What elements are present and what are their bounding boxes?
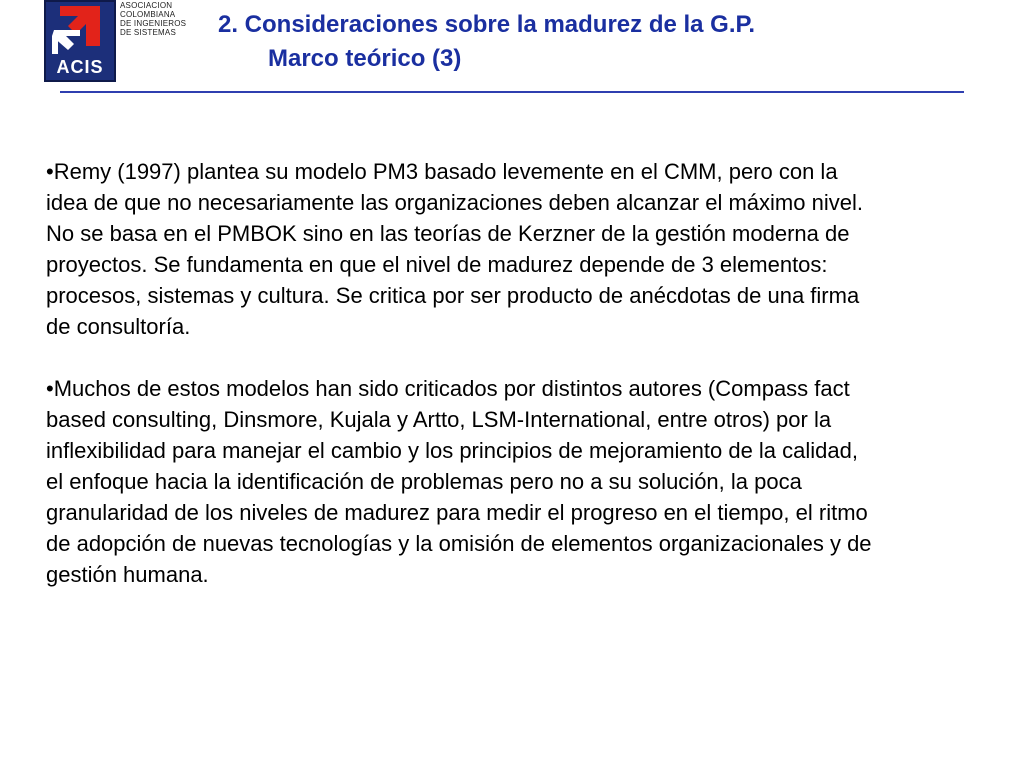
logo-acronym: ACIS (56, 57, 104, 77)
logo-org-line: DE SISTEMAS (120, 28, 176, 37)
slide-body (46, 156, 876, 621)
slide-title-line1: 2. Consideraciones sobre la madurez de la G.P. (218, 11, 756, 38)
logo-org-line: DE INGENIEROS (120, 19, 187, 28)
body-paragraph: •Remy (1997) plantea su modelo PM3 basado levemente en el CMM, pero con la idea de que no necesariamente las organizaciones deben alcanzar el máximo nivel. No se basa en el PMBOK sino en las teorías de Kerzner de la gestión moderna de proyectos. Se fundamenta en que el nivel de madurez depende de 3 elementos: procesos, sistemas y cultura. Se critica por ser producto de anécdotas de una firma de consultoría. (46, 159, 863, 339)
title-divider (60, 91, 964, 93)
logo-org-name (120, 1, 186, 37)
logo-org-line: ASOCIACION (120, 1, 173, 10)
slide-title (218, 8, 938, 76)
logo-org-line: COLOMBIANA (120, 10, 176, 19)
slide-title-line2: Marco teórico (3) (268, 45, 462, 72)
arrow-logo-icon (46, 2, 114, 62)
logo-mark (44, 0, 116, 82)
acis-logo (44, 0, 194, 82)
body-paragraph: •Muchos de estos modelos han sido criticados por distintos autores (Compass fact based consulting, Dinsmore, Kujala y Artto, LSM-International, entre otros) por la inflexibilidad para manejar el cambio y los principios de mejoramiento de la calidad, el enfoque hacia la identificación de problemas pero no a su solución, la poca granularidad de los niveles de madurez para medir el progreso en el tiempo, el ritmo de adopción de nuevas tecnologías y la omisión de elementos organizacionales y de gestión humana. (46, 376, 872, 587)
